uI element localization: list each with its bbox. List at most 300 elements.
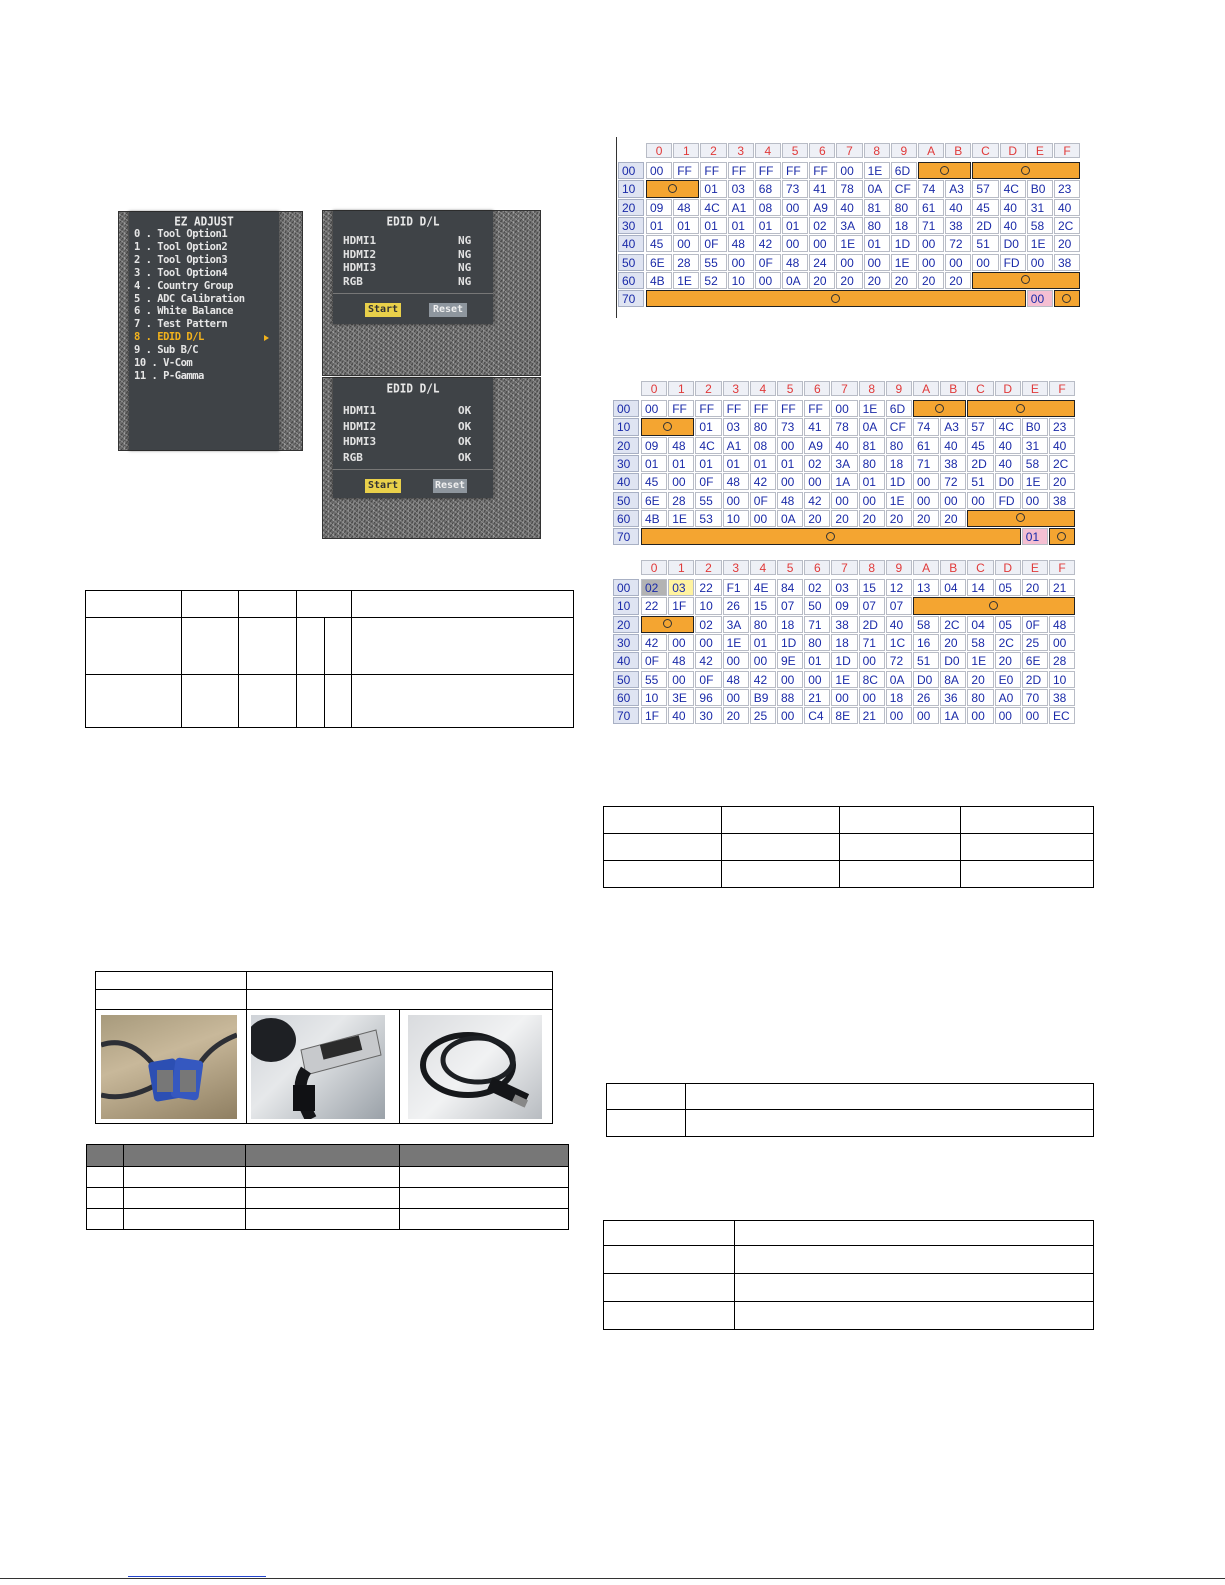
hex-cell: 40	[1054, 199, 1080, 216]
hex-cell: 58	[967, 634, 993, 651]
hex-cell: 1E	[967, 652, 993, 669]
edid-ok-screen	[322, 377, 541, 539]
hex-cell: FF	[809, 162, 835, 179]
hex-cell: 80	[750, 418, 776, 435]
hex-cell: 00	[1022, 707, 1048, 724]
hex-cell: 0A	[782, 272, 808, 289]
port-label: HDMI2	[343, 419, 377, 433]
hex-cell: 81	[859, 437, 885, 454]
hex-cell: 0A	[886, 671, 912, 688]
start-button[interactable]: Start	[365, 479, 401, 493]
hex-cell: 2D	[967, 455, 993, 472]
hex-cell: 40	[945, 199, 971, 216]
hex-cell: 45	[646, 235, 672, 252]
hex-cell: 00	[750, 652, 776, 669]
hex-row-header: 10	[618, 180, 644, 197]
hex-cell: 0A	[777, 510, 803, 527]
hex-cell: 68	[755, 180, 781, 197]
hex-cell: 18	[886, 689, 912, 706]
ez-menu-item[interactable]: 3 . Tool Option4	[134, 266, 228, 279]
hex-cell: 03	[728, 180, 754, 197]
hex-cell: 28	[673, 254, 699, 271]
vga-cable-photo	[101, 1015, 237, 1119]
hex-cell: 4B	[641, 510, 667, 527]
hex-cell: 1E	[831, 671, 857, 688]
hex-cell: 1E	[891, 254, 917, 271]
hex-cell: FF	[700, 162, 726, 179]
hex-cell: 71	[859, 634, 885, 651]
hex-cell: 20	[1022, 579, 1048, 596]
port-label: HDMI1	[343, 234, 377, 247]
hex-col-header: D	[995, 560, 1021, 575]
hex-col-header: 0	[641, 560, 667, 575]
hex-cell: 01	[750, 455, 776, 472]
hex-cell: 96	[695, 689, 721, 706]
hex-row-header: 20	[613, 437, 639, 454]
hex-cell: 8A	[940, 671, 966, 688]
port-label: HDMI3	[343, 435, 377, 448]
checksum-table	[603, 806, 1094, 888]
hex-cell: 00	[1049, 634, 1075, 651]
reset-button[interactable]: Reset	[429, 303, 467, 317]
hex-cell: EC	[1049, 707, 1075, 724]
hex-cell: 2D	[1022, 671, 1048, 688]
hex-cell: 00	[967, 492, 993, 509]
hex-cell: 10	[728, 272, 754, 289]
hex-cell: 00	[913, 492, 939, 509]
hex-cell: 9E	[777, 652, 803, 669]
hex-row-header: 40	[618, 235, 644, 252]
hex-cell: 48	[668, 652, 694, 669]
hex-cell: 05	[995, 616, 1021, 633]
hex-cell: 00	[836, 162, 862, 179]
hex-cell: 20	[831, 510, 857, 527]
hex-cell: 1F	[668, 597, 694, 614]
hex-cell: 40	[886, 616, 912, 633]
hex-cell: 55	[700, 254, 726, 271]
hex-cell: 8E	[831, 707, 857, 724]
hex-cell: 00	[750, 510, 776, 527]
hex-cell: 6E	[1022, 652, 1048, 669]
hex-cell: 01	[777, 455, 803, 472]
hex-cell: 05	[995, 579, 1021, 596]
hex-row-header: 70	[613, 528, 639, 545]
hex-cell: 41	[804, 418, 830, 435]
hex-cell: 00	[913, 707, 939, 724]
highlight-block	[972, 162, 1080, 179]
hex-cell: FF	[804, 400, 830, 417]
hex-cell: 31	[1022, 437, 1048, 454]
edid-ng-screen	[322, 210, 541, 376]
hex-cell: 4C	[1000, 180, 1026, 197]
hex-cell: 1E	[1022, 473, 1048, 490]
hex-cell: 3A	[723, 616, 749, 633]
hex-cell: 04	[940, 579, 966, 596]
hex-col-header: 5	[777, 560, 803, 575]
hex-col-header: C	[972, 143, 998, 158]
hex-cell: 24	[809, 254, 835, 271]
hex-cell: 20	[836, 272, 862, 289]
hex-cell: 26	[723, 597, 749, 614]
port-label: RGB	[343, 274, 363, 288]
hex-cell: 01	[700, 180, 726, 197]
hex-cell: 1C	[886, 634, 912, 651]
hex-cell: 20	[1054, 235, 1080, 252]
hex-col-header: 9	[891, 143, 917, 158]
hex-cell: 18	[891, 217, 917, 234]
status-value: OK	[458, 404, 472, 417]
hex-cell: 58	[1027, 217, 1053, 234]
hex-cell: 00	[777, 707, 803, 724]
hex-cell: 01	[673, 217, 699, 234]
hex-cell: 00	[723, 492, 749, 509]
ez-menu-item[interactable]: 7 . Test Pattern	[134, 318, 228, 331]
hex-cell: 10	[1049, 671, 1075, 688]
hex-cell: 3A	[831, 455, 857, 472]
hex-cell: 74	[918, 180, 944, 197]
highlight-block	[641, 616, 694, 633]
hex-cell: 01	[641, 455, 667, 472]
hex-cell: 2D	[972, 217, 998, 234]
hex-cell: 00	[782, 199, 808, 216]
hex-col-header: C	[967, 560, 993, 575]
hex-cell: 48	[1049, 616, 1075, 633]
hex-row-header: 60	[618, 272, 644, 289]
hex-col-header: 2	[695, 560, 721, 575]
hex-cell: FF	[782, 162, 808, 179]
ez-menu-item[interactable]: 11 . P-Gamma	[134, 369, 204, 382]
hex-cell: 25	[750, 707, 776, 724]
hex-cell: 0F	[750, 492, 776, 509]
hex-cell: F1	[723, 579, 749, 596]
hex-cell: 42	[750, 473, 776, 490]
highlight-block	[918, 162, 971, 179]
hex-cell: 01	[723, 455, 749, 472]
hex-row-header: 30	[613, 634, 639, 651]
hex-cell: 36	[940, 689, 966, 706]
hex-cell: 00	[864, 254, 890, 271]
hex-cell: 80	[859, 455, 885, 472]
hex-cell: 20	[809, 272, 835, 289]
hex-cell: 03	[668, 579, 694, 596]
hex-row-header: 70	[613, 707, 639, 724]
hex-cell: 58	[1022, 455, 1048, 472]
hex-col-header: 8	[864, 143, 890, 158]
hex-cell: 20	[967, 671, 993, 688]
status-value: NG	[458, 247, 472, 261]
hex-cell: 78	[831, 418, 857, 435]
hex-cell: 6E	[641, 492, 667, 509]
hex-cell: 20	[864, 272, 890, 289]
hex-cell: FF	[673, 162, 699, 179]
hex-cell: 18	[777, 616, 803, 633]
ez-menu-item[interactable]: 1 . Tool Option2	[134, 240, 228, 253]
hex-cell: 0A	[859, 418, 885, 435]
hex-cell: 1E	[723, 634, 749, 651]
ez-menu-item[interactable]: 6 . White Balance	[134, 305, 233, 318]
hex-cell: 01	[782, 217, 808, 234]
hex-cell: 13	[913, 579, 939, 596]
hex-cell: A3	[940, 418, 966, 435]
hex-cell: 52	[700, 272, 726, 289]
hex-cell: 10	[641, 689, 667, 706]
hdmi-cable-photo	[408, 1015, 542, 1119]
hex-cell: 20	[891, 272, 917, 289]
hex-cell: 08	[750, 437, 776, 454]
hex-cell: B0	[1022, 418, 1048, 435]
hex-cell: 61	[913, 437, 939, 454]
hex-cell: 42	[750, 671, 776, 688]
hex-row-header: 00	[613, 400, 639, 417]
hex-col-header: A	[913, 560, 939, 575]
hex-cell: 09	[646, 199, 672, 216]
start-button[interactable]: Start	[365, 303, 401, 317]
hex-cell: 48	[777, 492, 803, 509]
hex-cell: 72	[886, 652, 912, 669]
hex-cell: 20	[886, 510, 912, 527]
hex-cell: FD	[1000, 254, 1026, 271]
hex-cell: 20	[723, 707, 749, 724]
ez-menu-item[interactable]: 2 . Tool Option3	[134, 253, 228, 266]
hex-cell: 23	[1054, 180, 1080, 197]
hex-cell: 00	[859, 652, 885, 669]
hex-cell: 00	[859, 492, 885, 509]
highlight-block	[913, 597, 1075, 614]
hex-cell: 73	[782, 180, 808, 197]
hex-cell: 00	[728, 254, 754, 271]
hex-cell: A1	[723, 437, 749, 454]
hex-cell: 00	[668, 473, 694, 490]
ez-menu-item[interactable]: 8 . EDID D/L	[134, 331, 204, 344]
hex-cell: 01	[646, 217, 672, 234]
hex-cell: 80	[864, 217, 890, 234]
hex-col-header: 4	[750, 560, 776, 575]
hex-cell: 72	[940, 473, 966, 490]
hex-cell: 00	[945, 254, 971, 271]
hex-cell: 00	[723, 652, 749, 669]
hex-cell: 80	[967, 689, 993, 706]
hex-cell: 00	[695, 634, 721, 651]
hex-cell: 3E	[668, 689, 694, 706]
hex-row-header: 50	[618, 254, 644, 271]
highlight-block	[967, 400, 1075, 417]
hex-cell: 00	[1027, 290, 1053, 307]
hex-cell: 1E	[859, 400, 885, 417]
hex-cell: 80	[886, 437, 912, 454]
highlight-block	[1049, 528, 1075, 545]
hex-cell: 80	[804, 634, 830, 651]
hex-cell: FF	[750, 400, 776, 417]
hex-cell: 00	[995, 707, 1021, 724]
hex-cell: 10	[723, 510, 749, 527]
edid-ng-title: EDID D/L	[386, 214, 440, 229]
hex-cell: 0A	[864, 180, 890, 197]
hex-col-header: 6	[809, 143, 835, 158]
hex-cell: FD	[995, 492, 1021, 509]
hex-cell: 73	[777, 418, 803, 435]
hex-cell: 48	[668, 437, 694, 454]
hex-col-header: 7	[831, 381, 857, 396]
spec-table	[603, 1220, 1094, 1330]
hex-cell: 48	[673, 199, 699, 216]
hex-cell: 0F	[700, 235, 726, 252]
hex-cell: 02	[695, 616, 721, 633]
hex-cell: 00	[1027, 254, 1053, 271]
hex-col-header: A	[913, 381, 939, 396]
hex-cell: 00	[836, 254, 862, 271]
hex-cell: 01	[755, 217, 781, 234]
hex-cell: 00	[967, 707, 993, 724]
hex-cell: B9	[750, 689, 776, 706]
ez-menu-item[interactable]: 9 . Sub B/C	[134, 344, 199, 357]
hex-cell: 07	[859, 597, 885, 614]
hex-cell: 48	[728, 235, 754, 252]
hex-col-header: 9	[886, 381, 912, 396]
hex-cell: 1D	[886, 473, 912, 490]
hex-row-header: 60	[613, 510, 639, 527]
hex-cell: 48	[723, 671, 749, 688]
port-label: HDMI1	[343, 404, 377, 417]
hex-row-header: 10	[613, 418, 639, 435]
port-label: HDMI2	[343, 247, 377, 261]
hex-cell: 18	[831, 634, 857, 651]
status-value: NG	[458, 234, 472, 247]
hex-cell: 00	[777, 671, 803, 688]
hex-col-header: 5	[782, 143, 808, 158]
hex-col-header: E	[1027, 143, 1053, 158]
hex-cell: 38	[1054, 254, 1080, 271]
hex-cell: 45	[967, 437, 993, 454]
hex-cell: FF	[723, 400, 749, 417]
hex-cell: 48	[782, 254, 808, 271]
hex-row-header: 50	[613, 671, 639, 688]
hex-cell: 38	[1049, 689, 1075, 706]
hex-cell: 74	[913, 418, 939, 435]
ez-adjust-title: EZ ADJUST	[174, 214, 234, 229]
hex-cell: CF	[891, 180, 917, 197]
hex-cell: 26	[913, 689, 939, 706]
hex-cell: A1	[728, 199, 754, 216]
hex-cell: 01	[700, 217, 726, 234]
hex-cell: 38	[831, 616, 857, 633]
hex-cell: 20	[1049, 473, 1075, 490]
hex-col-header: D	[1000, 143, 1026, 158]
port-label: HDMI3	[343, 261, 377, 274]
hex-col-header: E	[1022, 560, 1048, 575]
hex-cell: 1D	[891, 235, 917, 252]
hex-col-header: 3	[723, 381, 749, 396]
hex-cell: 02	[804, 579, 830, 596]
hex-col-header: 4	[750, 381, 776, 396]
hex-cell: 20	[940, 634, 966, 651]
hex-col-header: 1	[668, 381, 694, 396]
hex-cell: 0F	[695, 671, 721, 688]
hex-cell: 2C	[1049, 455, 1075, 472]
hex-cell: 4C	[995, 418, 1021, 435]
ez-menu-item[interactable]: 0 . Tool Option1	[134, 228, 228, 240]
highlight-block	[641, 418, 694, 435]
hex-cell: CF	[886, 418, 912, 435]
hex-cell: 20	[859, 510, 885, 527]
hex-cell: 51	[913, 652, 939, 669]
hex-cell: 00	[918, 254, 944, 271]
hex-cell: 2C	[995, 634, 1021, 651]
hex-cell: FF	[755, 162, 781, 179]
hex-cell: 4B	[646, 272, 672, 289]
ez-menu-item[interactable]: 5 . ADC Calibration	[134, 292, 245, 305]
hex-cell: 23	[1049, 418, 1075, 435]
hex-cell: 07	[777, 597, 803, 614]
hex-cell: 00	[913, 473, 939, 490]
ez-menu-item[interactable]: 4 . Country Group	[134, 279, 233, 292]
ez-menu-item[interactable]: 10 . V-Com	[134, 357, 193, 369]
hex-cell: 1A	[831, 473, 857, 490]
hex-row-header: 20	[618, 199, 644, 216]
hex-cell: 02	[809, 217, 835, 234]
hex-cell: 20	[995, 652, 1021, 669]
hex-cell: 22	[695, 579, 721, 596]
hex-cell: 53	[695, 510, 721, 527]
footer-link[interactable]	[128, 1576, 266, 1577]
hex-cell: 45	[641, 473, 667, 490]
hex-cell: 71	[913, 455, 939, 472]
hex-cell: 1E	[836, 235, 862, 252]
hex-col-header: D	[995, 381, 1021, 396]
hex-cell: 00	[777, 473, 803, 490]
hex-col-header: 3	[723, 560, 749, 575]
hex-cell: 38	[945, 217, 971, 234]
hex-cell: D0	[995, 473, 1021, 490]
hex-col-header: F	[1049, 381, 1075, 396]
hex-col-header: 9	[886, 560, 912, 575]
hex-cell: 38	[940, 455, 966, 472]
hex-cell: 0F	[1022, 616, 1048, 633]
hex-cell: 28	[1049, 652, 1075, 669]
hex-col-header: B	[940, 560, 966, 575]
hex-cell: D0	[1000, 235, 1026, 252]
hex-cell: 1D	[831, 652, 857, 669]
hex-col-header: 7	[836, 143, 862, 158]
hex-col-header: 4	[755, 143, 781, 158]
hex-cell: B0	[1027, 180, 1053, 197]
hex-col-header: 8	[859, 560, 885, 575]
hex-cell: 00	[1022, 492, 1048, 509]
hex-col-header: 5	[777, 381, 803, 396]
hex-cell: 00	[940, 492, 966, 509]
hex-cell: A9	[809, 199, 835, 216]
hex-col-header: 0	[641, 381, 667, 396]
hex-cell: 00	[886, 707, 912, 724]
highlight-block	[641, 528, 1021, 545]
hex-cell: 6D	[891, 162, 917, 179]
hex-cell: FF	[777, 400, 803, 417]
hex-cell: 71	[918, 217, 944, 234]
hex-cell: 20	[940, 510, 966, 527]
hex-cell: 10	[695, 597, 721, 614]
hex-cell: 01	[804, 652, 830, 669]
reset-button[interactable]: Reset	[434, 480, 466, 491]
hex-cell: 04	[967, 616, 993, 633]
hex-cell: 01	[695, 418, 721, 435]
hex-cell: 14	[967, 579, 993, 596]
hex-row-header: 00	[618, 162, 644, 179]
hex-cell: 03	[723, 418, 749, 435]
hex-col-header: 7	[831, 560, 857, 575]
hex-cell: 1A	[940, 707, 966, 724]
hex-cell: A0	[995, 689, 1021, 706]
hex-cell: 20	[913, 510, 939, 527]
highlight-block	[646, 290, 1026, 307]
